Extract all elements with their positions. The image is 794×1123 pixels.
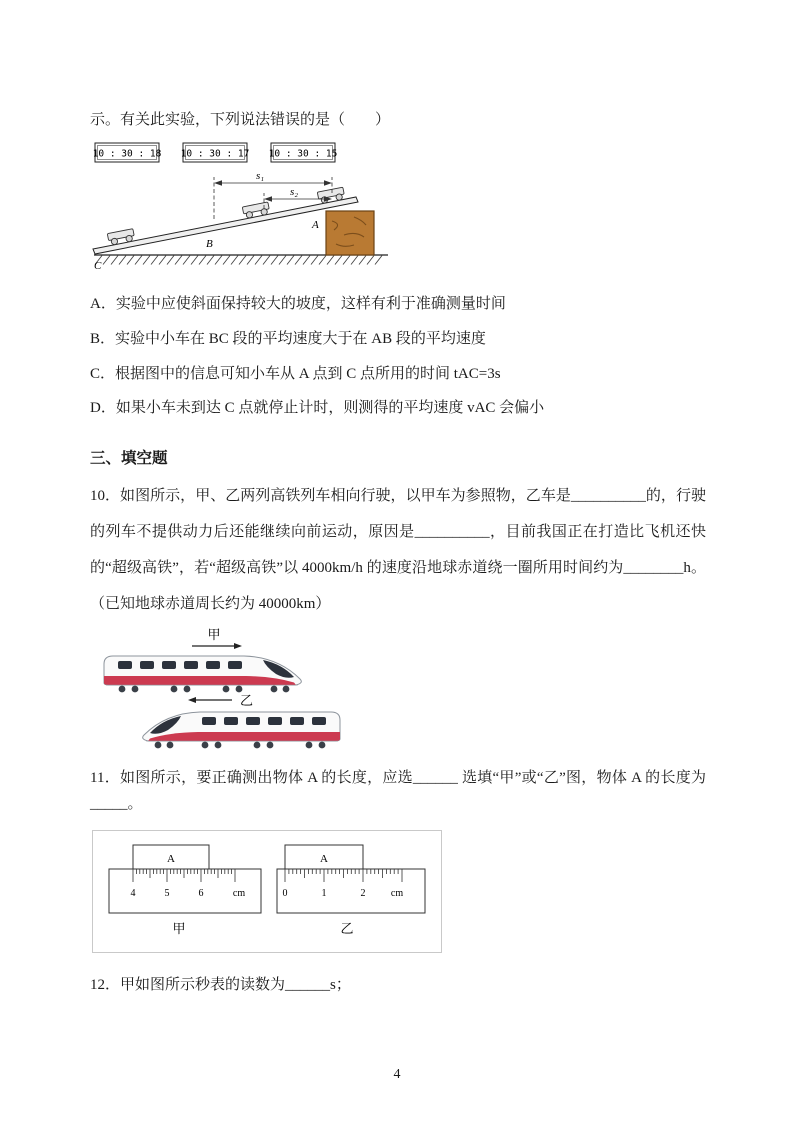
train-jia-direction-arrow [192,643,242,649]
q9-option-d: D．如果小车未到达 C 点就停止计时，则测得的平均速度 vAC 会偏小 [90,400,545,417]
train-yi-label: 乙 [240,693,254,708]
question9-options [90,294,706,420]
timer-display-b [181,143,250,162]
label-point-a: A [312,219,319,231]
dimension-lines [214,177,332,219]
object-a-yi-label: A [320,852,328,865]
trains-svg [96,626,348,752]
label-point-b: B [206,238,213,250]
timer-display-c [93,143,162,162]
section-title: 三、填空题 [90,450,168,467]
timer-text-b: 10 : 30 : 17 [180,148,250,160]
question10-text: 10．如图所示，甲、乙两列高铁列车相向行驶，以甲车为参照物，乙车是__________的，行驶的列车不提供动力后还能继续向前运动，原因是__________，目前我国正在打造比飞机还快的“超级高铁”，若“超级高铁”以 4000km/h 的速度沿地球赤道绕一圈所用时间约为________h。（已知地球赤道周长约为 40000km） [90,488,706,612]
label-s1: s₁ [255,170,265,182]
wooden-block [326,211,374,255]
ruler-yi-caption: 乙 [340,920,354,936]
svg-text:5: 5 [164,887,170,899]
q9-option-c: C．根据图中的信息可知小车从 A 点到 C 点所用的时间 tAC=3s [90,365,501,382]
rulers-figure [92,830,442,953]
object-a-jia-label: A [167,852,175,865]
ruler-jia-caption: 甲 [172,920,186,936]
question11-text: 11．如图所示，要正确测出物体 A 的长度，应选______ 选填“甲”或“乙”图，物体 A 的长度为_____。 [90,770,706,813]
svg-text:0: 0 [282,887,288,899]
q9-option-b: B．实验中小车在 BC 段的平均速度大于在 AB 段的平均速度 [90,330,486,347]
svg-text:2: 2 [360,887,366,899]
dimension-arrowheads [214,180,332,202]
svg-text:6: 6 [198,887,204,899]
svg-text:1: 1 [321,887,327,899]
label-point-c: C [94,260,102,272]
timer-text-c: 10 : 30 : 18 [92,148,162,160]
page-number: 4 [393,1067,401,1082]
svg-text:cm: cm [390,887,404,899]
svg-text:4: 4 [130,887,136,899]
timer-display-a [269,143,338,162]
rulers-svg [101,839,431,943]
incline-diagram-svg [92,141,394,273]
train-jia-label: 甲 [207,627,221,642]
svg-text:cm: cm [232,887,246,899]
trains-figure [96,626,706,757]
question12-text: 12．甲如图所示秒表的读数为______s； [90,976,351,993]
ground-hatching [95,256,382,265]
timer-text-a: 10 : 30 : 15 [268,148,338,160]
question9-intro: 示。有关此实验，下列说法错误的是（ ） [90,112,391,128]
train-yi [143,712,340,748]
ruler-yi-group [277,845,425,936]
incline-experiment-figure [92,141,706,278]
ruler-jia-group [109,845,261,936]
train-jia [104,656,301,692]
q9-option-a: A．实验中应使斜面保持较大的坡度，这样有利于准确测量时间 [90,296,506,312]
label-s2: s₂ [289,186,299,198]
train-yi-direction-arrow [188,697,232,703]
